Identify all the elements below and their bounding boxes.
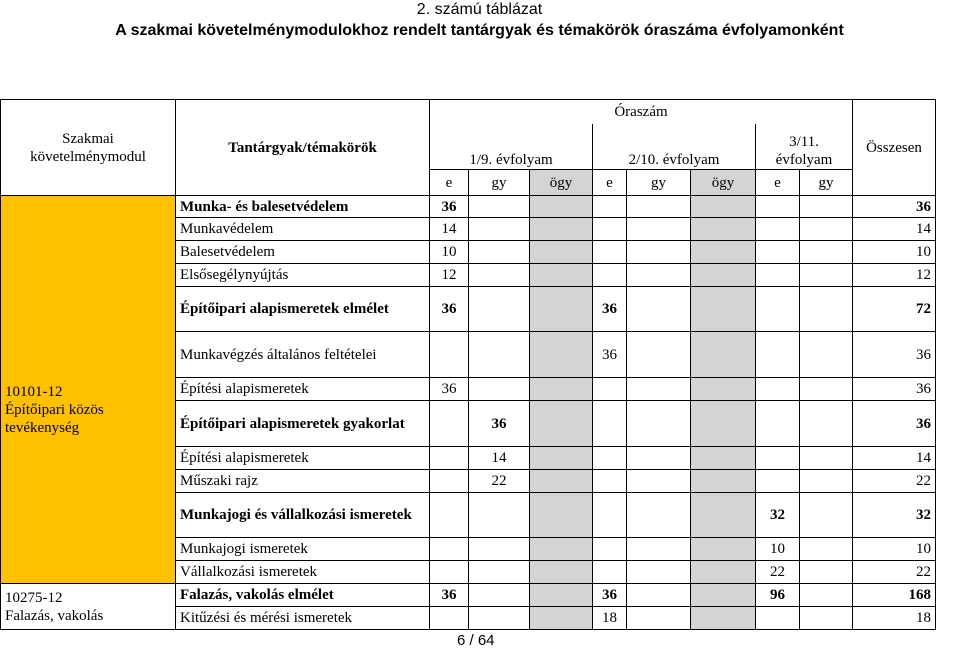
hours-cell: 12 [430,264,469,287]
subject-name: Építési alapismeretek [176,378,430,401]
subject-name: Vállalkozási ismeretek [176,561,430,584]
hours-cell [800,470,853,493]
hours-cell [691,470,756,493]
total-cell: 10 [853,241,936,264]
hours-cell [756,607,800,630]
module-cell [1,584,176,630]
hours-cell [593,378,627,401]
hours-cell [691,264,756,287]
total-cell: 168 [853,584,936,607]
hours-cell [530,378,593,401]
hours-cell [800,561,853,584]
hours-cell [756,470,800,493]
total-cell: 18 [853,607,936,630]
hours-cell [530,332,593,378]
sub-ogy: ögy [691,170,756,196]
total-cell: 14 [853,447,936,470]
sub-e: e [430,170,469,196]
hours-cell [756,378,800,401]
hours-cell [530,470,593,493]
hours-table [0,99,936,630]
hours-cell [430,447,469,470]
hours-cell [691,287,756,332]
hours-cell [469,196,530,218]
hours-cell [627,218,691,241]
total-cell: 36 [853,196,936,218]
module-code: 10101-12 [5,383,63,400]
hours-cell [627,584,691,607]
hours-cell: 14 [430,218,469,241]
hours-cell [627,378,691,401]
module-name: Falazás, vakolás [5,607,104,624]
subject-name: Falazás, vakolás elmélet [176,584,430,607]
total-cell: 32 [853,493,936,538]
subject-name: Munkajogi ismeretek [176,538,430,561]
module-cell [1,196,176,584]
hours-cell [627,561,691,584]
hours-cell [691,401,756,447]
hours-cell [800,241,853,264]
hours-cell: 22 [469,470,530,493]
sub-e: e [593,170,627,196]
hours-cell [530,241,593,264]
hours-cell: 36 [430,287,469,332]
subject-name: Műszaki rajz [176,470,430,493]
hours-cell [593,493,627,538]
hours-cell [430,470,469,493]
hours-cell [800,447,853,470]
hours-cell [530,584,593,607]
hours-cell: 36 [593,287,627,332]
subject-name: Építési alapismeretek [176,447,430,470]
hours-cell [627,264,691,287]
total-cell: 12 [853,264,936,287]
hours-cell [800,196,853,218]
subject-name: Építőipari alapismeretek gyakorlat [176,401,430,447]
hours-cell [800,378,853,401]
hours-cell [530,561,593,584]
hours-cell [627,493,691,538]
hours-cell [469,538,530,561]
hours-cell [627,538,691,561]
total-cell: 14 [853,218,936,241]
total-cell: 36 [853,332,936,378]
hours-cell [469,332,530,378]
hours-cell [691,538,756,561]
hours-cell [800,493,853,538]
hours-cell [756,447,800,470]
hours-cell [691,584,756,607]
hours-cell [430,561,469,584]
table-row [1,196,936,218]
subject-name: Munkavégzés általános feltételei [176,332,430,378]
subject-name: Munkavédelem [176,218,430,241]
hours-cell [530,493,593,538]
header-year-1: 1/9. évfolyam [430,124,593,170]
header-subject: Tantárgyak/témakörök [176,100,430,196]
table-row [1,584,936,607]
hours-cell [530,401,593,447]
hours-cell [593,264,627,287]
hours-cell: 96 [756,584,800,607]
hours-cell [593,447,627,470]
sub-gy: gy [469,170,530,196]
subject-name: Elsősegélynyújtás [176,264,430,287]
total-cell: 72 [853,287,936,332]
hours-cell [691,378,756,401]
hours-cell [593,401,627,447]
module-name: Építőipari közös tevékenység [5,401,104,436]
header-year-2: 2/10. évfolyam [593,124,756,170]
hours-cell [469,607,530,630]
hours-cell [691,332,756,378]
hours-cell [593,241,627,264]
hours-cell [627,470,691,493]
table-title: A szakmai követelménymodulokhoz rendelt tantárgyak és témakörök óraszáma évfolyamonként [115,22,844,39]
hours-cell [469,218,530,241]
hours-cell [530,447,593,470]
subject-name: Kitűzési és mérési ismeretek [176,607,430,630]
hours-cell [800,584,853,607]
hours-cell [469,493,530,538]
hours-cell [530,287,593,332]
total-cell: 10 [853,538,936,561]
sub-ogy: ögy [530,170,593,196]
hours-cell [469,378,530,401]
hours-cell [627,332,691,378]
hours-cell [800,401,853,447]
hours-cell [627,241,691,264]
hours-cell [800,264,853,287]
header-year-3: 3/11. évfolyam [756,124,853,170]
hours-cell [691,218,756,241]
hours-cell: 36 [469,401,530,447]
hours-cell [691,196,756,218]
hours-cell [756,218,800,241]
hours-cell [430,493,469,538]
hours-cell [430,332,469,378]
hours-cell [430,401,469,447]
hours-cell [800,287,853,332]
hours-cell: 14 [469,447,530,470]
total-cell: 22 [853,470,936,493]
hours-cell [469,287,530,332]
hours-cell [593,561,627,584]
hours-cell [691,241,756,264]
hours-cell: 36 [430,378,469,401]
hours-cell [800,607,853,630]
hours-cell [627,447,691,470]
hours-cell [756,241,800,264]
sub-e: e [756,170,800,196]
hours-cell [530,264,593,287]
hours-cell: 10 [430,241,469,264]
hours-cell [756,332,800,378]
hours-cell: 36 [593,332,627,378]
hours-cell [469,264,530,287]
hours-cell [469,561,530,584]
total-cell: 22 [853,561,936,584]
hours-cell [627,401,691,447]
subject-name: Munkajogi és vállalkozási ismeretek [176,493,430,538]
subject-name: Építőipari alapismeretek elmélet [176,287,430,332]
hours-cell [627,607,691,630]
subject-name: Balesetvédelem [176,241,430,264]
hours-cell [691,493,756,538]
hours-cell [756,264,800,287]
hours-cell: 36 [593,584,627,607]
hours-cell [530,196,593,218]
hours-cell: 10 [756,538,800,561]
hours-cell [530,218,593,241]
hours-cell: 36 [430,584,469,607]
hours-cell [756,287,800,332]
hours-cell [691,561,756,584]
hours-cell [800,218,853,241]
hours-cell [756,401,800,447]
hours-cell [627,196,691,218]
header-hours: Óraszám [430,100,853,124]
sub-gy: gy [800,170,853,196]
page-number: 6 / 64 [457,632,495,649]
hours-cell [593,218,627,241]
hours-cell [593,470,627,493]
sub-gy: gy [627,170,691,196]
table-number: 2. számú táblázat [416,1,543,18]
header-total: Összesen [853,100,936,196]
hours-cell [430,538,469,561]
hours-cell [430,607,469,630]
hours-cell [593,196,627,218]
hours-cell [800,332,853,378]
hours-cell [756,196,800,218]
hours-cell [627,287,691,332]
header-modul: Szakmai követelménymodul [1,100,176,196]
hours-cell: 18 [593,607,627,630]
hours-cell [530,538,593,561]
hours-cell [593,538,627,561]
total-cell: 36 [853,401,936,447]
hours-cell: 32 [756,493,800,538]
hours-cell: 22 [756,561,800,584]
hours-cell [691,447,756,470]
hours-cell [800,538,853,561]
hours-cell: 36 [430,196,469,218]
subject-name: Munka- és balesetvédelem [176,196,430,218]
hours-cell [469,241,530,264]
total-cell: 36 [853,378,936,401]
hours-cell [530,607,593,630]
hours-cell [691,607,756,630]
hours-cell [469,584,530,607]
module-code: 10275-12 [5,589,63,606]
